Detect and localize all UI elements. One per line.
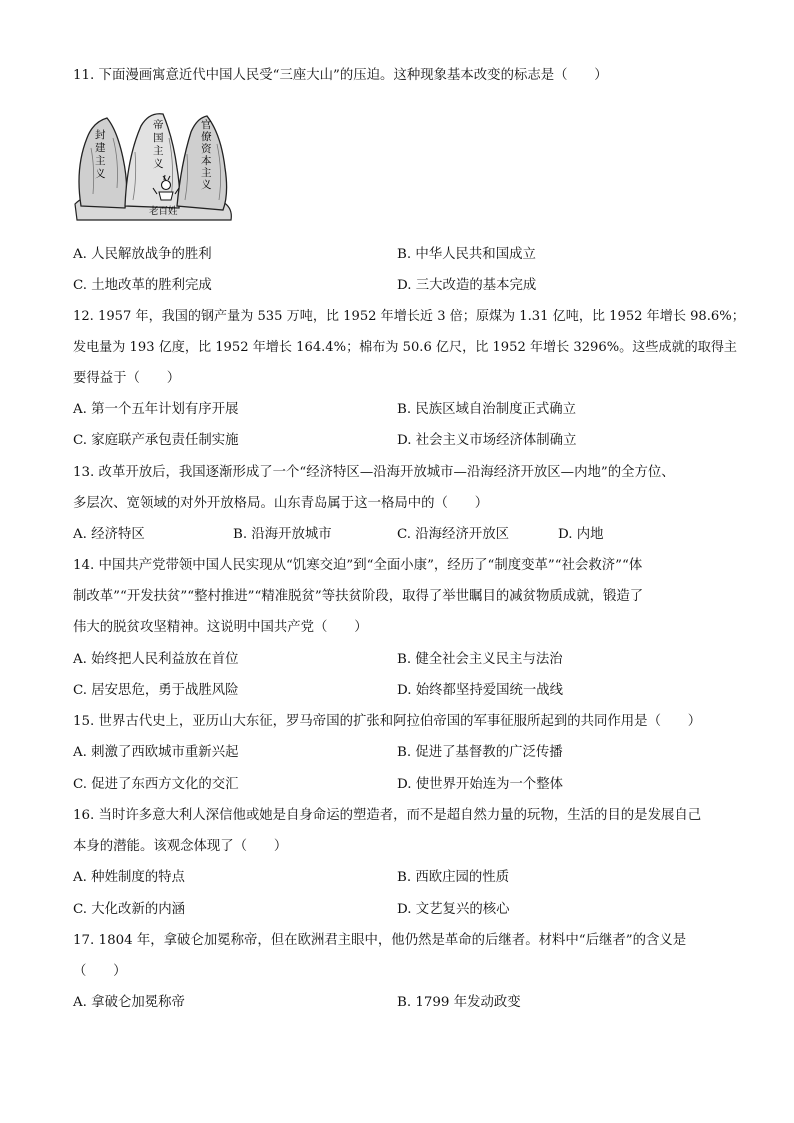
question-15-option-a[interactable]: A. 刺激了西欧城市重新兴起 <box>73 745 239 760</box>
question-13-stem-line-1: 13. 改革开放后，我国逐渐形成了一个“经济特区—沿海开放城市—沿海经济开放区—内地”的全方位、 <box>73 465 675 480</box>
question-11-option-b[interactable]: B. 中华人民共和国成立 <box>397 247 536 262</box>
question-14-option-b[interactable]: B. 健全社会主义民主与法治 <box>397 652 563 667</box>
question-12-stem-line-1: 12. 1957 年，我国的钢产量为 535 万吨，比 1952 年增长近 3 倍；原煤为 1.31 亿吨，比 1952 年增长 98.6%； <box>73 309 745 324</box>
question-17-option-a[interactable]: A. 拿破仑加冕称帝 <box>73 995 185 1010</box>
question-16-option-a[interactable]: A. 种姓制度的特点 <box>73 870 185 885</box>
question-13-stem-line-2: 多层次、宽领域的对外开放格局。山东青岛属于这一格局中的（ ） <box>73 496 489 511</box>
question-16-option-c[interactable]: C. 大化改新的内涵 <box>73 902 186 917</box>
question-13-option-c[interactable]: C. 沿海经济开放区 <box>397 527 510 542</box>
question-16-stem-line-2: 本身的潜能。该观念体现了（ ） <box>73 839 288 854</box>
question-14-stem-line-2: 制改革”“开发扶贫”“整村推进”“精准脱贫”等扶贫阶段，取得了举世瞩目的减贫物质成就，锻造了 <box>73 589 644 604</box>
question-15-option-b[interactable]: B. 促进了基督教的广泛传播 <box>397 745 563 760</box>
question-12-stem-line-3: 要得益于（ ） <box>73 371 181 386</box>
question-14-stem-line-1: 14. 中国共产党带领中国人民实现从“饥寒交迫”到“全面小康”，经历了“制度变革”“社会救济”“体 <box>73 558 643 573</box>
question-13-option-b[interactable]: B. 沿海开放城市 <box>233 527 332 542</box>
question-11-stem: 11. 下面漫画寓意近代中国人民受“三座大山”的压迫。这种现象基本改变的标志是（ ） <box>73 68 608 83</box>
question-14-option-d[interactable]: D. 始终都坚持爱国统一战线 <box>397 683 564 698</box>
question-11-option-d[interactable]: D. 三大改造的基本完成 <box>397 278 537 293</box>
question-16-stem-line-1: 16. 当时许多意大利人深信他或她是自身命运的塑造者，而不是超自然力量的玩物，生活的目的是发展自己 <box>73 808 702 823</box>
question-13-option-d[interactable]: D. 内地 <box>558 527 604 542</box>
question-13-option-a[interactable]: A. 经济特区 <box>73 527 145 542</box>
question-16-option-d[interactable]: D. 文艺复兴的核心 <box>397 902 510 917</box>
question-12-stem-line-2: 发电量为 193 亿度，比 1952 年增长 164.4%；棉布为 50.6 亿尺，比 1952 年增长 3296%。这些成就的取得主 <box>73 340 738 355</box>
question-11-option-a[interactable]: A. 人民解放战争的胜利 <box>73 247 212 262</box>
question-15-option-d[interactable]: D. 使世界开始连为一个整体 <box>397 777 564 792</box>
question-14-stem-line-3: 伟大的脱贫攻坚精神。这说明中国共产党（ ） <box>73 620 368 635</box>
question-17-stem-line-1: 17. 1804 年，拿破仑加冕称帝，但在欧洲君主眼中，他仍然是革命的后继者。材料中“后继者”的含义是 <box>73 933 687 948</box>
label-mountain-left: 封建主义 <box>95 129 106 180</box>
question-14-option-a[interactable]: A. 始终把人民利益放在首位 <box>73 652 239 667</box>
question-15-stem: 15. 世界古代史上，亚历山大东征，罗马帝国的扩张和阿拉伯帝国的军事征服所起到的共同作用是（ ） <box>73 714 702 729</box>
question-12-option-b[interactable]: B. 民族区域自治制度正式确立 <box>397 402 577 417</box>
question-12-option-a[interactable]: A. 第一个五年计划有序开展 <box>73 402 239 417</box>
question-12-option-d[interactable]: D. 社会主义市场经济体制确立 <box>397 433 577 448</box>
label-people: 老百姓 <box>149 206 178 217</box>
three-mountains-cartoon <box>73 108 235 226</box>
question-11-option-c[interactable]: C. 土地改革的胜利完成 <box>73 278 212 293</box>
label-mountain-right: 官僚资本主义 <box>201 119 212 191</box>
question-14-option-c[interactable]: C. 居安思危，勇于战胜风险 <box>73 683 239 698</box>
question-15-option-c[interactable]: C. 促进了东西方文化的交汇 <box>73 777 239 792</box>
question-16-option-b[interactable]: B. 西欧庄园的性质 <box>397 870 510 885</box>
question-17-stem-line-2: （ ） <box>73 964 127 979</box>
label-mountain-middle: 帝国主义 <box>153 119 164 170</box>
question-12-option-c[interactable]: C. 家庭联产承包责任制实施 <box>73 433 239 448</box>
question-17-option-b[interactable]: B. 1799 年发动政变 <box>397 995 521 1010</box>
